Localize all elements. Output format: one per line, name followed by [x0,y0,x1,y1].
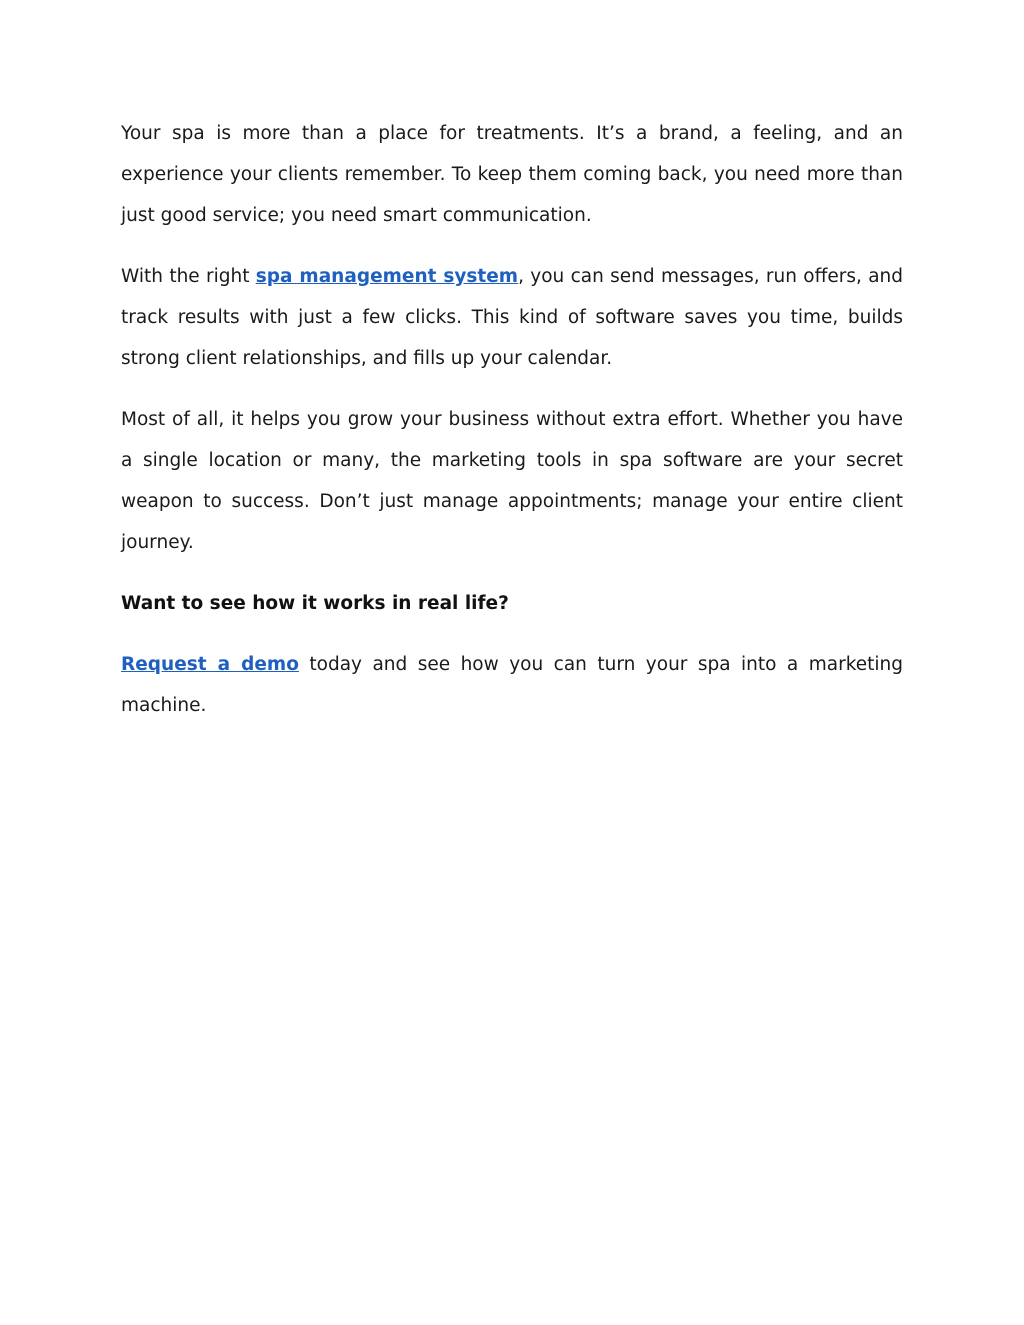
paragraph-text: With the right [121,266,256,287]
section-heading: Want to see how it works in real life? [121,593,509,614]
paragraph-intro: Your spa is more than a place for treatments. It’s a brand, a feeling, and an experience your clients remember. To keep them coming back, you need more than just good service; you need smart communication. [121,123,903,226]
spa-management-system-link[interactable]: spa management system [255,266,519,287]
paragraph-growth: Most of all, it helps you grow your business without extra effort. Whether you have a single location or many, the marketing tools in spa software are your secret weapon to success. Don’t just manage appointments; manage your entire client journey. [121,409,903,553]
paragraph-spa-management [121,256,903,379]
paragraph-text: , you can send messages, run offers, and track results with just a few clicks. This kind of software saves you time, builds strong client relationships, and fills up your calendar. [121,266,903,369]
document-body [121,113,903,746]
paragraph-demo [121,644,903,726]
request-demo-link[interactable]: Request a demo [121,654,299,675]
paragraph-text: today and see how you can turn your spa into a marketing machine. [121,654,903,716]
